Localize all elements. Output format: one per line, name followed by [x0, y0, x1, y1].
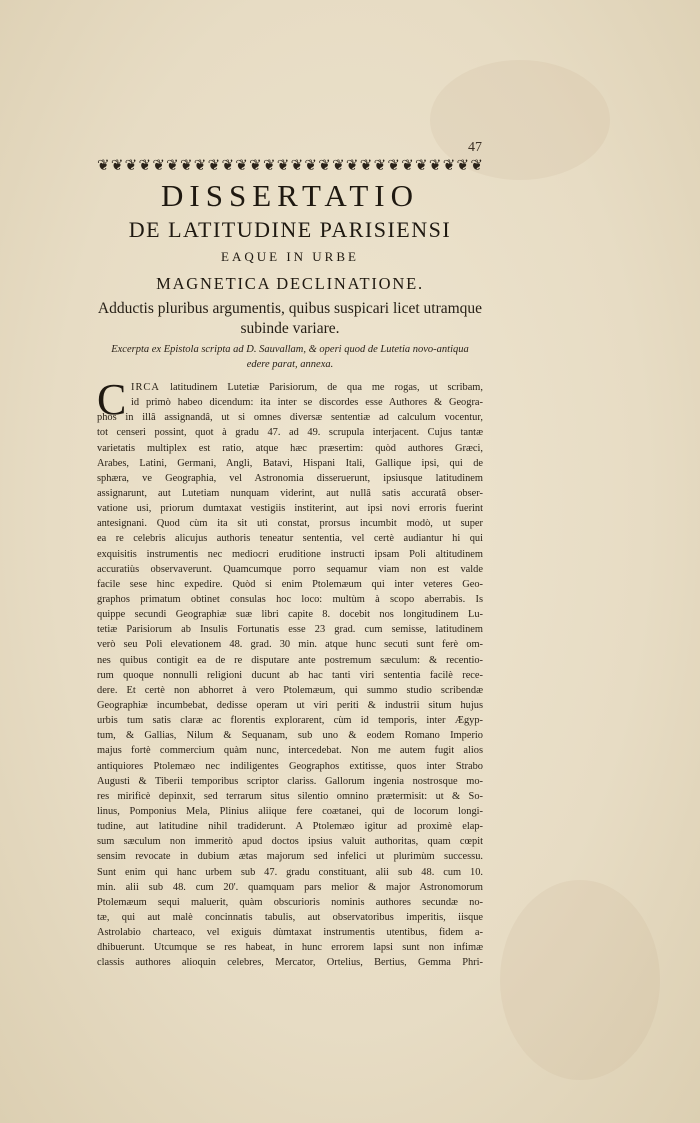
fleuron-icon: ❦	[124, 156, 138, 174]
body-line: classis authores alioquin celebres, Mercator, Ortelius, Bertius, Gemma Phri-	[97, 957, 483, 969]
fleuron-icon: ❦	[401, 156, 414, 174]
page-number: 47	[468, 140, 482, 155]
fleuron-icon: ❦	[373, 156, 387, 174]
fleuron-icon: ❦	[428, 156, 442, 174]
body-line: vatione usi, priorum dumtaxat vestigiis institerint, aut ipsi novi erroris fuerint	[97, 503, 483, 515]
body-line: ea re celebris alicujus authoris teneatur sententia, vel certè audiantur hi qui	[97, 533, 483, 545]
body-line: verò seu Poli elevationem 48. grad. 30 min. atque hunc secuti sunt ferè om-	[97, 639, 483, 651]
subtitle	[92, 299, 488, 339]
body-line: rum quoque nonnulli religioni ducunt ab hac tanti viri sententia facilè rece-	[97, 669, 483, 681]
fleuron-icon: ❦	[290, 156, 304, 174]
fleuron-icon: ❦	[387, 156, 400, 174]
fleuron-icon: ❦	[442, 156, 456, 174]
body-line: dere. Et certè non abhorret à vero Ptolemæum, qui summo studio scribendæ	[97, 684, 483, 696]
body-line: graphos primatum obtinet consulas hoc loco: multùm à scopo aberrabis. Is	[97, 593, 483, 605]
fleuron-icon: ❦	[110, 156, 124, 174]
body-line: quippe secundi Geographiæ suæ libri capite 8. docebit nos longitudinem Lu-	[97, 609, 483, 621]
fleuron-icon: ❦	[221, 156, 235, 174]
excerpt-note	[100, 342, 480, 372]
fleuron-icon: ❦	[179, 156, 193, 174]
title-magnetica: MAGNETICA DECLINATIONE.	[156, 274, 424, 293]
body-line: sum sæculum non immeritò apud doctos ipsius valuit authoritas, quam cœpit	[97, 836, 483, 848]
body-line: Sunt enim qui hanc urbem sub 47. gradu constituant, alii sub 48. cum 10.	[97, 866, 483, 878]
excerpt-line: edere parat, annexa.	[246, 359, 334, 370]
body-line: linus, Pomponius Mela, Plinius aliique fere coætanei, qui de locorum longi-	[97, 805, 483, 817]
body-line: id primò habeo dicendum: ita inter se discordes esse Authores & Geogra-	[131, 397, 483, 409]
body-line: assignarunt, aut Lutetiam nunquam viderint, aut nullâ satis accuratâ obser-	[97, 487, 483, 499]
first-word-rest: IRCA	[131, 382, 171, 393]
body-line: Astrolabio charteaco, vel exiguis dùmtaxat instrumentis utentibus, fidem a-	[97, 927, 483, 939]
fleuron-icon: ❦	[318, 156, 331, 174]
fleuron-icon: ❦	[97, 156, 110, 174]
body-line	[97, 380, 483, 395]
subtitle-line: Adductis pluribus argumentis, quibus suspicari licet utramque	[97, 300, 483, 317]
body-line: Augusti & Tiberii temporibus scriptor clariss. Gallorum ingenia nostrosque mo-	[97, 775, 483, 787]
body-line: urbis tum satis claræ ac florentis explorarent, cùm id temporis, inter Ægyp-	[97, 715, 483, 727]
body-line: Arabes, Latini, Germani, Angli, Batavi, Hispani Itali, Gallique ipsi, qui de	[97, 457, 483, 469]
fleuron-icon: ❦	[235, 156, 248, 174]
body-line: tudine, aut latitudine nihil tradiderunt. A Ptolemæo igitur ad proximè elap-	[97, 821, 483, 833]
body-line: nes quibus contigit ea de re disputare ante postremum sæculum: & recentio-	[97, 654, 483, 666]
body-line: min. alii sub 48. cum 20'. quamquam pars melior & major Astronomorum	[97, 881, 483, 893]
subtitle-line: subinde variare.	[240, 320, 340, 337]
body-line: antesignani. Quod cùm ita sit uti constat, prorsus incumbit modò, ut super	[97, 518, 483, 530]
title-eaque: EAQUE IN URBE	[221, 249, 359, 264]
fleuron-icon: ❦	[345, 156, 359, 174]
paper-stain	[500, 880, 660, 1080]
excerpt-line: Excerpta ex Epistola scripta ad D. Sauvallam, & operi quod de Lutetia novo-antiqua	[111, 344, 469, 355]
fleuron-icon: ❦	[138, 156, 152, 174]
fleuron-icon: ❦	[207, 156, 221, 174]
fleuron-icon: ❦	[276, 156, 290, 174]
fleuron-icon: ❦	[166, 156, 179, 174]
body-line: tot censeri possint, quot à gradu 47. ad 49. scrupula interjacent. Cujus tantæ	[97, 427, 483, 439]
title-latitudine: DE LATITUDINE PARISIENSI	[128, 217, 452, 242]
fleuron-icon: ❦	[152, 156, 165, 174]
body-line: accuratiùs observaverunt. Quamcumque porro sequamur viam non est valde	[97, 563, 483, 575]
fleuron-icon: ❦	[193, 156, 207, 174]
body-line: antiquiores Ptolemæo nec indiligentes Geographos extitisse, quos inter Strabo	[97, 760, 483, 772]
fleuron-icon: ❦	[470, 156, 483, 174]
fleuron-icon: ❦	[456, 156, 470, 174]
body-line: res mirificè depinxit, sed terrarum situs silentio omnino prætermisit: ut & So-	[97, 790, 483, 802]
body-line: varietatis multiplex est ratio, atque hæc præsertim: quòd authores Græci,	[97, 442, 483, 454]
fleuron-icon: ❦	[262, 156, 276, 174]
body-line: exquisitis instrumentis nec mediocri eruditione instructi ipsam Poli altitudinem	[97, 548, 483, 560]
body-line: tetiæ Parisiorum ab Insulis Fortunatis esse 23 grad. cum semisse, latitudinem	[97, 624, 483, 636]
title-dissertatio: DISSERTATIO	[161, 178, 419, 213]
fleuron-icon: ❦	[415, 156, 428, 174]
body-line: Geographiæ incumbebat, dedisse operam ut viri periti & industrii situm hujus	[97, 699, 483, 711]
body-line: sensim revocate in dubium ætas majorum sed infelici ut plurimùm successu.	[97, 851, 483, 863]
body-line: sphæra, ve Geographia, vel Astronomia disseruerunt, ipsiusque latitudinem	[97, 472, 483, 484]
fleuron-icon: ❦	[332, 156, 345, 174]
fleuron-icon: ❦	[249, 156, 262, 174]
body-line: majus fortè commercium quàm nunc, intercedebat. Non me autem fugit alios	[97, 745, 483, 757]
body-line: tum, & Gallias, Nilum & Sequanam, sub uno & eodem Romano Imperio	[97, 730, 483, 742]
first-line-text: latitudinem Lutetiæ Parisiorum, de qua me rogas, ut scribam,	[170, 382, 483, 393]
fleuron-icon: ❦	[359, 156, 373, 174]
body-line: Ptolemæum sequi maluerit, quàm obscurioris nominis authores secundæ no-	[97, 896, 483, 908]
body-line: dhibuerunt. Utcumque se res habeat, in hunc errorem lapsi sunt non infimæ	[97, 942, 483, 954]
body-line: facile sese hinc expedire. Quòd si enim Ptolemæum qui inter veteres Geo-	[97, 578, 483, 590]
drop-cap: C	[97, 375, 127, 424]
body-line: phos in illâ assignandâ, ut si omnes diversæ sententiæ ad calculum vocentur,	[97, 412, 483, 424]
ornament-band	[97, 154, 483, 176]
body-text	[97, 375, 483, 970]
body-line: tæ, qui aut malè concinnatis tabulis, aut observatoribus imperitis, iisque	[97, 911, 483, 923]
fleuron-icon: ❦	[304, 156, 317, 174]
